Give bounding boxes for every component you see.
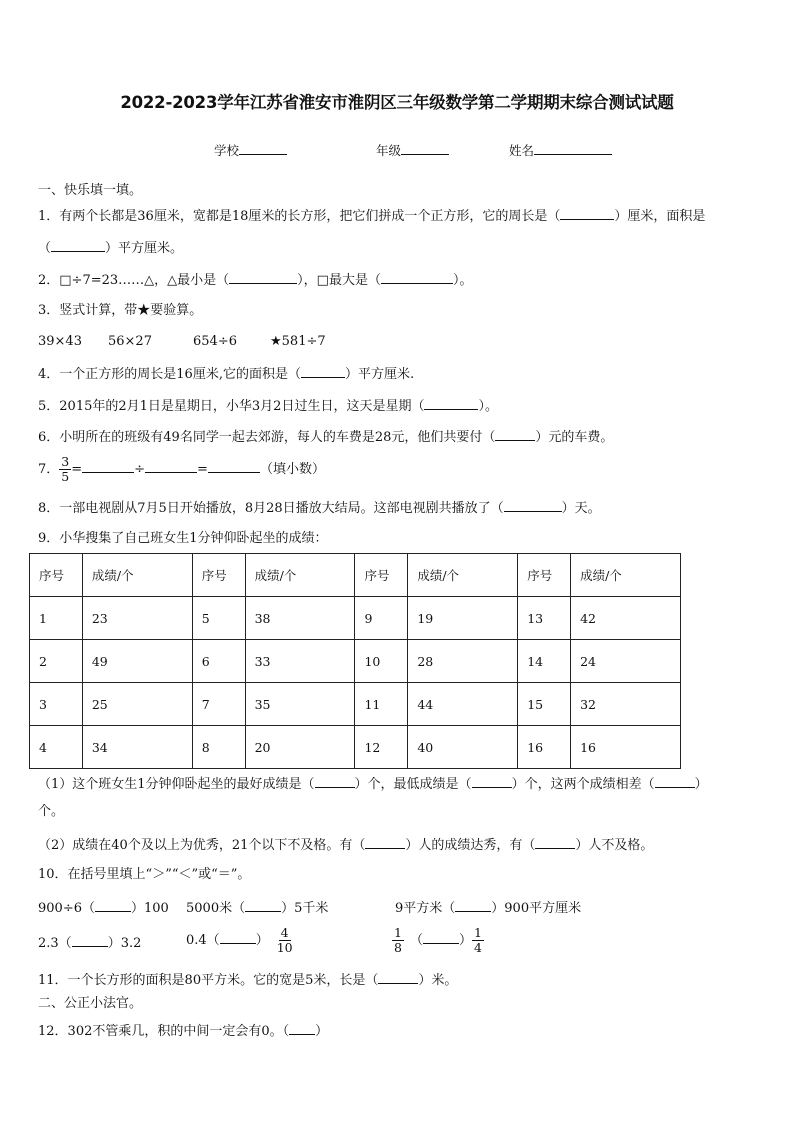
- table-row: [30, 640, 681, 683]
- question-12: 12．302不管乘几，积的中间一定会有0。（ ）: [38, 1021, 328, 1041]
- table-cell: 20: [245, 726, 355, 769]
- table-cell: 3: [30, 683, 83, 726]
- table-cell: 6: [192, 640, 245, 683]
- compare-blank[interactable]: [455, 898, 491, 912]
- question-1-line-2: （ ）平方厘米。: [38, 238, 183, 258]
- table-header: 序号: [518, 554, 571, 597]
- table-cell: 19: [408, 597, 518, 640]
- section-2-heading: 二、公正小法官。: [38, 996, 143, 1011]
- grade-field: [376, 141, 449, 159]
- table-cell: 13: [518, 597, 571, 640]
- table-header: 序号: [192, 554, 245, 597]
- q8-blank[interactable]: [504, 498, 562, 512]
- compare-item: 2.3（ ）3.2: [38, 933, 141, 953]
- compare-item: 5000米（ ）5千米: [186, 898, 328, 918]
- q9-difference-blank[interactable]: [655, 774, 695, 788]
- grade-label: 年级: [376, 143, 402, 158]
- table-cell: 1: [30, 597, 83, 640]
- table-cell: 42: [571, 597, 681, 640]
- q6-blank[interactable]: [495, 427, 535, 441]
- q9-lowest-blank[interactable]: [472, 774, 512, 788]
- table-cell: 40: [408, 726, 518, 769]
- table-cell: 14: [518, 640, 571, 683]
- compare-blank[interactable]: [72, 933, 108, 947]
- q2-square-blank[interactable]: [381, 270, 453, 284]
- name-blank[interactable]: [534, 141, 612, 155]
- question-2: 2．□÷7=23……△，△最小是（ ），□最大是（ ）。: [38, 270, 472, 290]
- table-cell: 5: [192, 597, 245, 640]
- section-1-heading: 一、快乐填一填。: [38, 183, 143, 198]
- table-cell: 38: [245, 597, 355, 640]
- q12-blank[interactable]: [289, 1021, 315, 1035]
- table-cell: 2: [30, 640, 83, 683]
- question-9-part-2: （2）成绩在40个及以上为优秀，21个以下不及格。有（ ）人的成绩达秀，有（ ）人不及格。: [38, 835, 653, 855]
- table-cell: 35: [245, 683, 355, 726]
- grade-blank[interactable]: [401, 141, 449, 155]
- q5-blank[interactable]: [424, 396, 478, 410]
- q9-fail-blank[interactable]: [535, 835, 575, 849]
- table-cell: 44: [408, 683, 518, 726]
- table-header: 成绩/个: [82, 554, 192, 597]
- table-cell: 7: [192, 683, 245, 726]
- q7-fraction: $\frac{3}{5}$: [61, 454, 70, 484]
- name-field: [509, 141, 612, 159]
- q7-blank-1[interactable]: [82, 459, 134, 473]
- q11-blank[interactable]: [378, 970, 418, 984]
- question-9-part-1-line-2: 个。: [38, 804, 65, 819]
- question-7: 7． $\frac{3}{5}$ = ÷ = （填小数）: [38, 454, 325, 484]
- question-4: 4．一个正方形的周长是16厘米,它的面积是（ ）平方厘米.: [38, 364, 414, 384]
- table-cell: 10: [355, 640, 408, 683]
- question-3: 3．竖式计算，带★要验算。: [38, 303, 203, 318]
- school-field: [214, 141, 287, 159]
- question-9-part-1-line-1: （1）这个班女生1分钟仰卧起坐的最好成绩是（ ）个，最低成绩是（ ）个，这两个成绩相差（ ）: [38, 774, 708, 794]
- question-1-line-1: 1．有两个长都是36厘米，宽都是18厘米的长方形，把它们拼成一个正方形，它的周长是（ ）厘米，面积是: [38, 206, 705, 226]
- table-cell: 11: [355, 683, 408, 726]
- school-blank[interactable]: [239, 141, 287, 155]
- table-cell: 12: [355, 726, 408, 769]
- calc-item: 654÷6: [193, 334, 237, 349]
- fraction-4-10: $\frac{4}{10}$: [276, 925, 293, 955]
- table-cell: 32: [571, 683, 681, 726]
- question-10: 10．在括号里填上“＞”“＜”或“＝”。: [38, 867, 251, 882]
- q4-blank[interactable]: [301, 364, 345, 378]
- table-cell: 9: [355, 597, 408, 640]
- fraction-1-8: $\frac{1}{8}$: [394, 925, 402, 955]
- q9-excellent-blank[interactable]: [365, 835, 405, 849]
- compare-item: 900÷6（ ）100: [38, 898, 169, 918]
- table-cell: 33: [245, 640, 355, 683]
- table-header: 成绩/个: [571, 554, 681, 597]
- table-cell: 25: [82, 683, 192, 726]
- compare-item: $\frac{1}{8}$ （ ） $\frac{1}{4}$: [394, 925, 482, 955]
- table-cell: 4: [30, 726, 83, 769]
- table-row: [30, 683, 681, 726]
- compare-item: 9平方米（ ）900平方厘米: [395, 898, 581, 918]
- q2-triangle-blank[interactable]: [229, 270, 297, 284]
- question-6: 6．小明所在的班级有49名同学一起去郊游，每人的车费是28元，他们共要付（ ）元的车费。: [38, 427, 613, 447]
- table-cell: 28: [408, 640, 518, 683]
- calc-item: ★581÷7: [270, 334, 326, 349]
- table-cell: 16: [518, 726, 571, 769]
- question-5: 5．2015年的2月1日是星期日，小华3月2日过生日，这天是星期（ ）。: [38, 396, 498, 416]
- table-header: 成绩/个: [408, 554, 518, 597]
- table-header: 序号: [30, 554, 83, 597]
- q1-area-blank[interactable]: [51, 238, 105, 252]
- compare-item: 0.4（ ） $\frac{4}{10}$: [186, 925, 293, 955]
- q7-blank-2[interactable]: [145, 459, 197, 473]
- school-label: 学校: [214, 143, 240, 158]
- name-label: 姓名: [509, 143, 535, 158]
- question-8: 8．一部电视剧从7月5日开始播放，8月28日播放大结局。这部电视剧共播放了（ ）天。: [38, 498, 601, 518]
- compare-blank[interactable]: [95, 898, 131, 912]
- compare-blank[interactable]: [423, 930, 459, 944]
- q7-blank-3[interactable]: [208, 459, 260, 473]
- table-cell: 49: [82, 640, 192, 683]
- table-cell: 24: [571, 640, 681, 683]
- fraction-1-4: $\frac{1}{4}$: [473, 925, 482, 955]
- table-row: [30, 597, 681, 640]
- table-row: [30, 726, 681, 769]
- question-11: 11．一个长方形的面积是80平方米。它的宽是5米，长是（ ）米。: [38, 970, 457, 990]
- q9-best-blank[interactable]: [315, 774, 355, 788]
- table-header: 序号: [355, 554, 408, 597]
- q1-perimeter-blank[interactable]: [560, 206, 614, 220]
- scores-table: [29, 553, 681, 769]
- calc-item: 39×43: [38, 334, 82, 349]
- table-cell: 23: [82, 597, 192, 640]
- calc-item: 56×27: [108, 334, 152, 349]
- table-cell: 8: [192, 726, 245, 769]
- page-title: 2022-2023学年江苏省淮安市淮阴区三年级数学第二学期期末综合测试试题: [120, 93, 674, 112]
- table-cell: 16: [571, 726, 681, 769]
- table-header-row: [30, 554, 681, 597]
- table-cell: 34: [82, 726, 192, 769]
- compare-blank[interactable]: [245, 898, 281, 912]
- compare-blank[interactable]: [220, 930, 256, 944]
- question-9: 9．小华搜集了自己班女生1分钟仰卧起坐的成绩：: [38, 531, 328, 546]
- table-header: 成绩/个: [245, 554, 355, 597]
- table-cell: 15: [518, 683, 571, 726]
